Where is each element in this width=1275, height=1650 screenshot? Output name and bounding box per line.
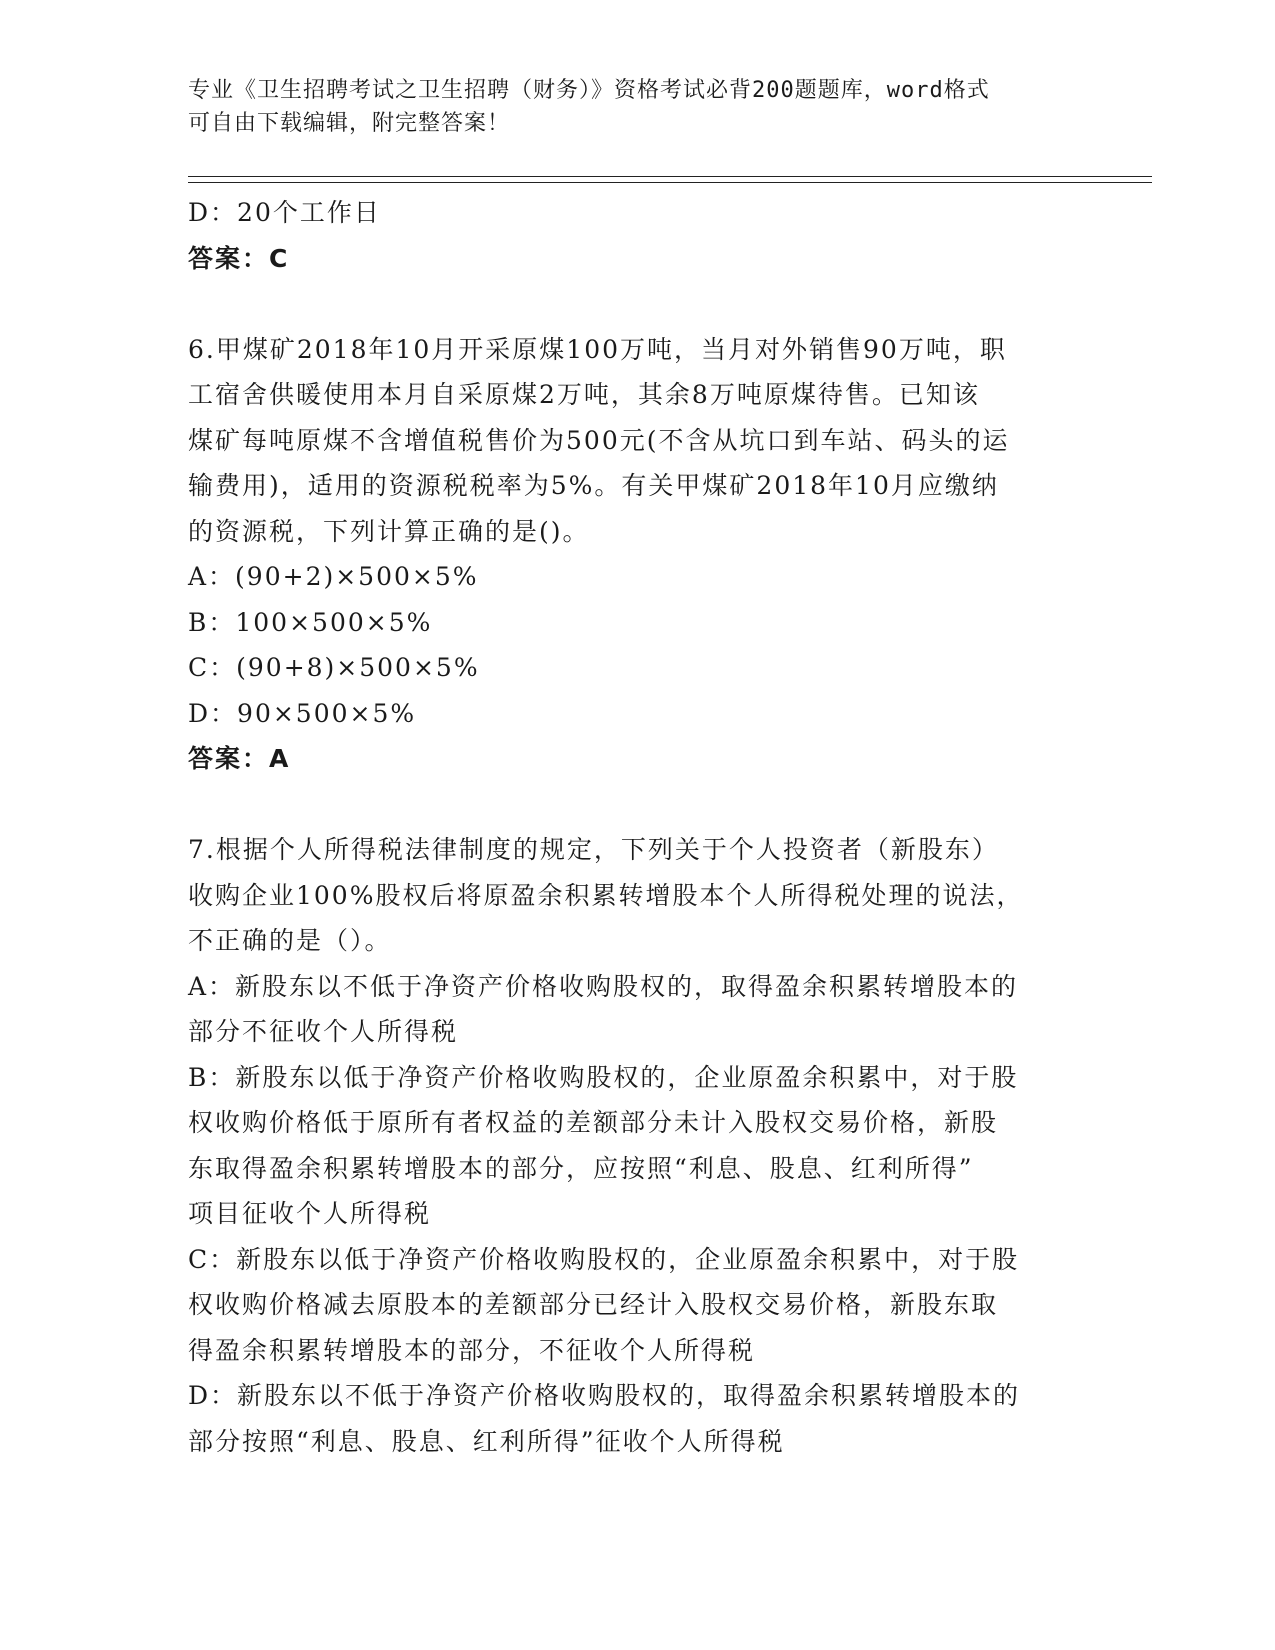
question-7-option-c: 权收购价格减去原股本的差额部分已经计入股权交易价格，新股东取 <box>188 1290 999 1319</box>
header-divider <box>188 176 1152 183</box>
page-header <box>188 74 1068 140</box>
question-7-option-b: 权收购价格低于原所有者权益的差额部分未计入股权交易价格，新股 <box>188 1108 999 1137</box>
question-6-stem-line: 的资源税，下列计算正确的是()。 <box>188 516 590 546</box>
question-6-stem-line: 煤矿每吨原煤不含增值税售价为500元(不含从坑口到车站、码头的运 <box>188 425 1010 455</box>
question-7-option-a: A：新股东以不低于净资产价格收购股权的，取得盈余积累转增股本的 <box>188 971 1019 1001</box>
question-7 <box>188 827 1078 1464</box>
question-6-stem-line: 输费用)，适用的资源税税率为5%。有关甲煤矿2018年10月应缴纳 <box>188 471 999 500</box>
question-7-option-c: C：新股东以低于净资产价格收购股权的，企业原盈余积累中，对于股 <box>188 1244 1020 1274</box>
question-7-option-b: 项目征收个人所得税 <box>188 1199 432 1228</box>
question-7-stem-line: 不正确的是（）。 <box>188 926 392 955</box>
question-7-option-b: 东取得盈余积累转增股本的部分，应按照“利息、股息、红利所得” <box>188 1153 974 1183</box>
prev-question-answer: 答案：C <box>188 243 290 273</box>
question-7-stem-line: 收购企业100%股权后将原盈余积累转增股本个人所得税处理的说法， <box>188 880 1024 910</box>
question-content <box>188 190 1078 1464</box>
question-6-stem-line: 工宿舍供暖使用本月自采原煤2万吨，其余8万吨原煤待售。已知该 <box>188 380 980 409</box>
header-title-line-1: 专业《卫生招聘考试之卫生招聘（财务）》资格考试必背200题题库，word格式 <box>188 78 990 103</box>
spacer <box>188 782 1078 828</box>
question-6 <box>188 327 1078 782</box>
question-7-option-c: 得盈余积累转增股本的部分，不征收个人所得税 <box>188 1335 756 1365</box>
question-7-stem-line: 7.根据个人所得税法律制度的规定，下列关于个人投资者（新股东） <box>188 835 999 864</box>
question-6-option-a: A：(90+2)×500×5% <box>188 562 479 591</box>
spacer <box>188 281 1078 327</box>
prev-question-option-d: D：20个工作日 <box>188 198 381 227</box>
question-6-answer: 答案：A <box>188 744 291 773</box>
question-6-option-b: B：100×500×5% <box>188 607 433 637</box>
question-6-stem-line: 6.甲煤矿2018年10月开采原煤100万吨，当月对外销售90万吨，职 <box>188 334 1007 364</box>
header-title-line-2: 可自由下载编辑，附完整答案！ <box>188 111 511 136</box>
question-6-option-d: D：90×500×5% <box>188 698 417 728</box>
question-6-option-c: C：(90+8)×500×5% <box>188 653 480 682</box>
question-7-option-a: 部分不征收个人所得税 <box>188 1017 459 1046</box>
question-7-option-d: 部分按照“利息、股息、红利所得”征收个人所得税 <box>188 1426 785 1456</box>
question-7-option-d: D：新股东以不低于净资产价格收购股权的，取得盈余积累转增股本的 <box>188 1381 1021 1410</box>
question-7-option-b: B：新股东以低于净资产价格收购股权的，企业原盈余积累中，对于股 <box>188 1062 1019 1092</box>
